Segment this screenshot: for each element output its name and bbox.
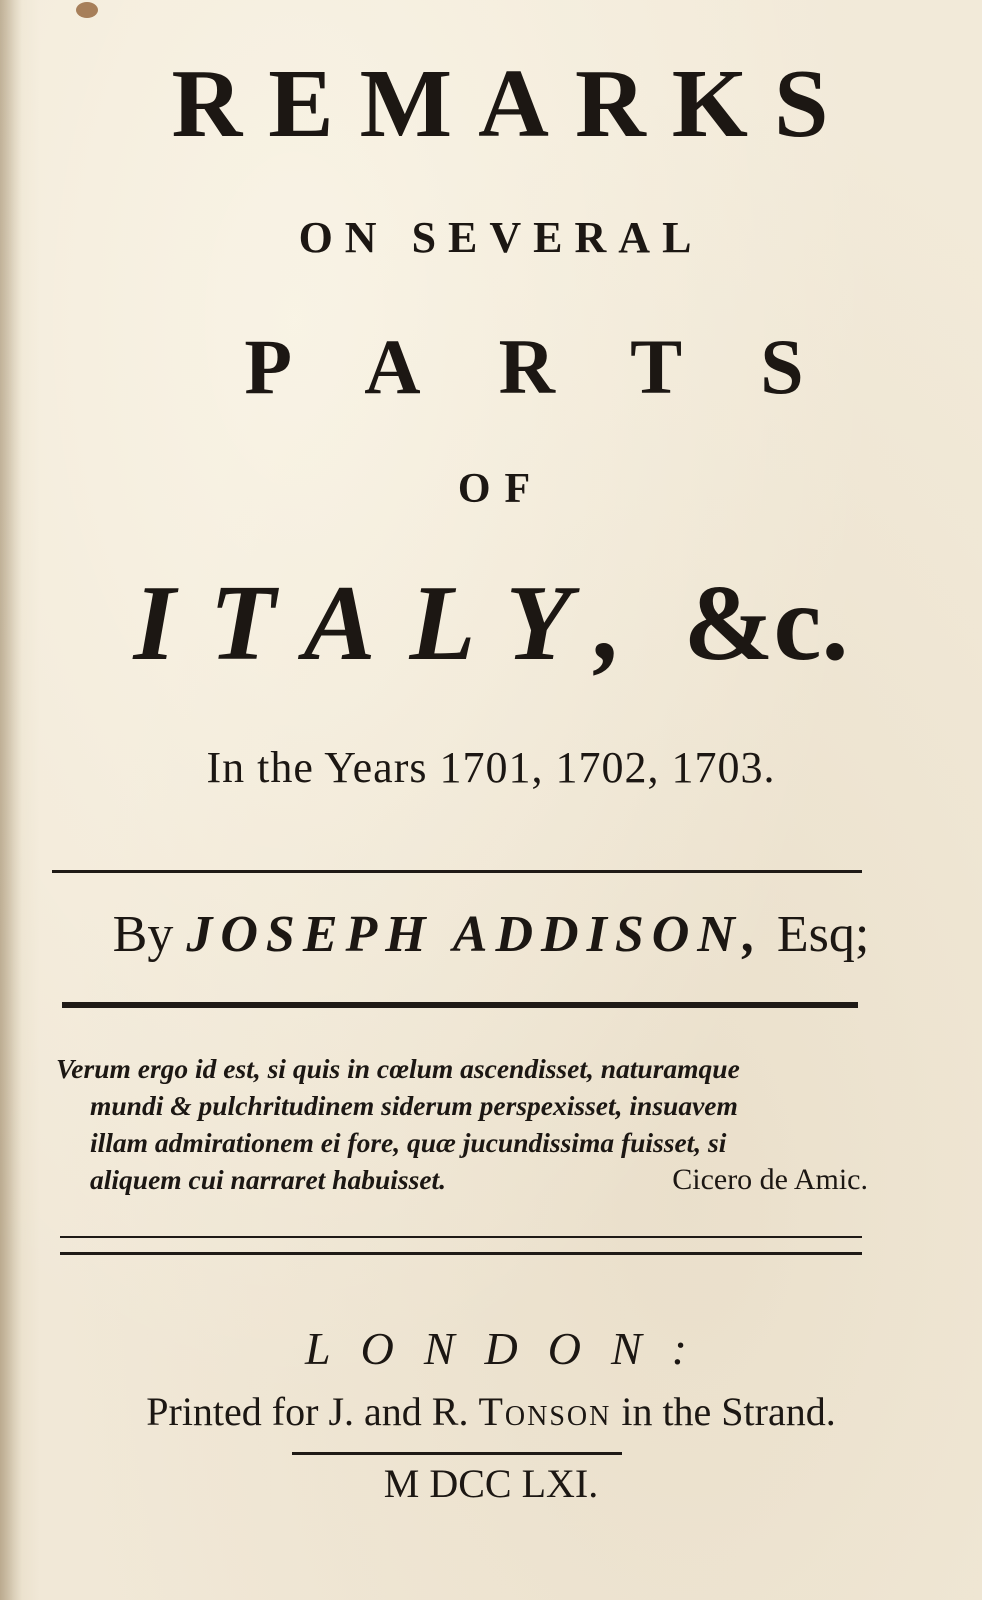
title-remarks: REMARKS bbox=[171, 50, 855, 158]
title-etc: &c. bbox=[683, 564, 849, 683]
author-line bbox=[0, 905, 982, 964]
motto-quotation bbox=[56, 1050, 868, 1198]
motto-source: Cicero de Amic. bbox=[672, 1163, 868, 1196]
rule-double-top bbox=[60, 1236, 862, 1238]
motto-line-1: Verum ergo id est, si quis in cœlum ascendisset, naturamque bbox=[56, 1053, 740, 1084]
author-name: JOSEPH ADDISON, bbox=[186, 906, 764, 963]
title-of: OF bbox=[457, 466, 545, 512]
imprint-printer-line bbox=[0, 1388, 982, 1435]
rule-thick bbox=[62, 1002, 858, 1008]
title-italy: ITALY, bbox=[133, 564, 657, 683]
years-line: In the Years 1701, 1702, 1703. bbox=[206, 743, 776, 792]
imprint-printed-prefix: Printed for J. and R. bbox=[146, 1389, 469, 1434]
rule-short bbox=[292, 1452, 622, 1455]
title-italy-line bbox=[0, 562, 982, 686]
rule-thin-1 bbox=[52, 870, 862, 873]
author-prefix: By bbox=[112, 906, 174, 963]
rule-double-bottom bbox=[60, 1252, 862, 1255]
author-suffix: Esq; bbox=[776, 906, 870, 963]
title-on-several: ON SEVERAL bbox=[298, 213, 704, 262]
motto-line-2: mundi & pulchritudinem siderum perspexisset, insuavem bbox=[90, 1090, 738, 1121]
title-parts: PARTS bbox=[244, 323, 882, 410]
imprint-printer-name: Tonson bbox=[478, 1389, 612, 1434]
foxing-spot bbox=[76, 2, 98, 18]
motto-line-4: aliquem cui narraret habuisset. bbox=[90, 1164, 447, 1195]
imprint-date: M DCC LXI. bbox=[383, 1461, 599, 1506]
imprint-printed-suffix: in the Strand. bbox=[621, 1389, 836, 1434]
motto-line-3: illam admirationem ei fore, quæ jucundissima fuisset, si bbox=[90, 1127, 727, 1158]
imprint-city: LONDON: bbox=[305, 1323, 717, 1374]
